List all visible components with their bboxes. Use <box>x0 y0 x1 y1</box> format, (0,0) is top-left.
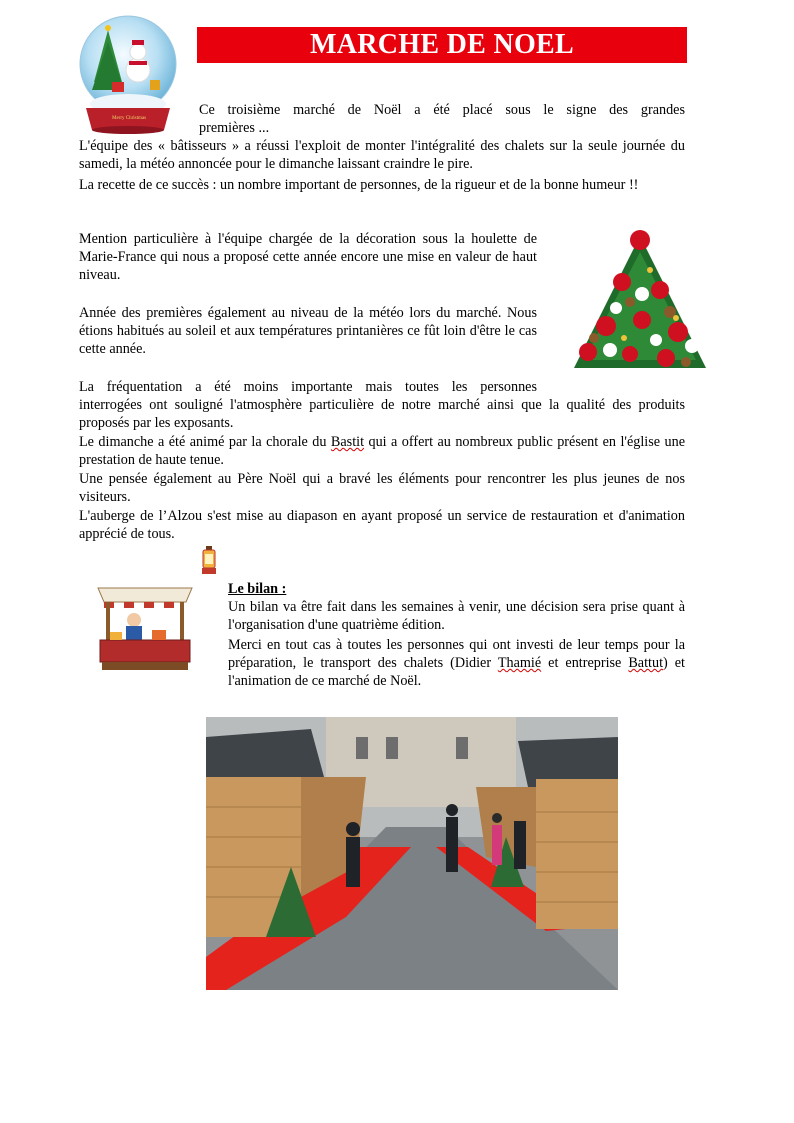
snow-globe-label: Merry Christmas <box>112 116 147 121</box>
bilan-heading <box>228 580 528 598</box>
recette-paragraph: La recette de ce succès : un nombre important de personnes, de la rigueur et de la bonne humeur !! <box>79 177 639 193</box>
christmas-tree-image <box>560 222 720 384</box>
market-stall-image <box>94 578 196 674</box>
title-banner <box>197 27 687 63</box>
intro-line-1: Ce troisième marché de Noël a été placé sous le signe des grandes <box>199 102 685 118</box>
mention-paragraph: Mention particulière à l'équipe chargée de la décoration sous la houlette de Marie-France qui nous a proposé cette année encore une mise en valeur de haut niveau. <box>79 231 537 284</box>
annee-paragraph: Année des premières également au niveau de la météo lors du marché. Nous étions habitués au soleil et aux températures printanières ce fût loin d'être le cas cette année. <box>79 305 537 358</box>
bilan-heading-text: Le bilan : <box>228 581 287 597</box>
bilan-p2-text-a: Merci en tout cas à toutes les personnes qui ont investi de leur temps pour la préparation, le transport des chalets (Didier <box>228 637 685 672</box>
batisseurs-paragraph: L'équipe des « bâtisseurs » a réussi l'exploit de monter l'intégralité des chalets sur la seule journée du samedi, la météo annoncée pour le dimanche laissant craindre le pire. <box>79 138 685 173</box>
market-photo <box>206 717 618 990</box>
frequentation-line-1: La fréquentation a été moins importante mais toutes les personnes <box>79 379 537 395</box>
auberge-paragraph: L'auberge de l’Alzou s'est mise au diapason en ayant proposé un service de restauration et d'animation apprécié de tous. <box>79 508 685 543</box>
battut-word: Battut <box>628 655 664 672</box>
bilan-paragraph-1: Un bilan va être fait dans les semaines à venir, une décision sera prise quant à l'organisation d'une quatrième édition. <box>228 599 685 634</box>
bilan-p2-text-b: et entreprise <box>541 655 629 672</box>
dimanche-paragraph <box>79 433 685 469</box>
pere-noel-paragraph: Une pensée également au Père Noël qui a bravé les éléments pour rencontrer les plus jeunes de nos visiteurs. <box>79 471 685 506</box>
snow-globe-image <box>72 12 184 136</box>
bilan-p2-text-c: ) et l'animation de ce marché de Noël. <box>228 655 685 690</box>
dimanche-text-before: Le dimanche a été animé par la chorale du <box>79 434 331 450</box>
bilan-paragraph-2 <box>228 636 685 691</box>
thamie-word: Thamié <box>497 655 542 672</box>
page-title: MARCHE DE NOEL <box>310 29 574 60</box>
dimanche-text-after: qui a offert au nombreux public présent en l'église une prestation de haute tenue. <box>79 434 685 469</box>
intro-line-2: premières ... <box>199 120 270 136</box>
lantern-icon <box>201 546 217 576</box>
bastit-word: Bastit <box>330 434 365 450</box>
frequentation-rest: interrogées ont souligné l'atmosphère particulière de notre marché ainsi que la qualité des produits proposés par les exposants. <box>79 397 685 432</box>
